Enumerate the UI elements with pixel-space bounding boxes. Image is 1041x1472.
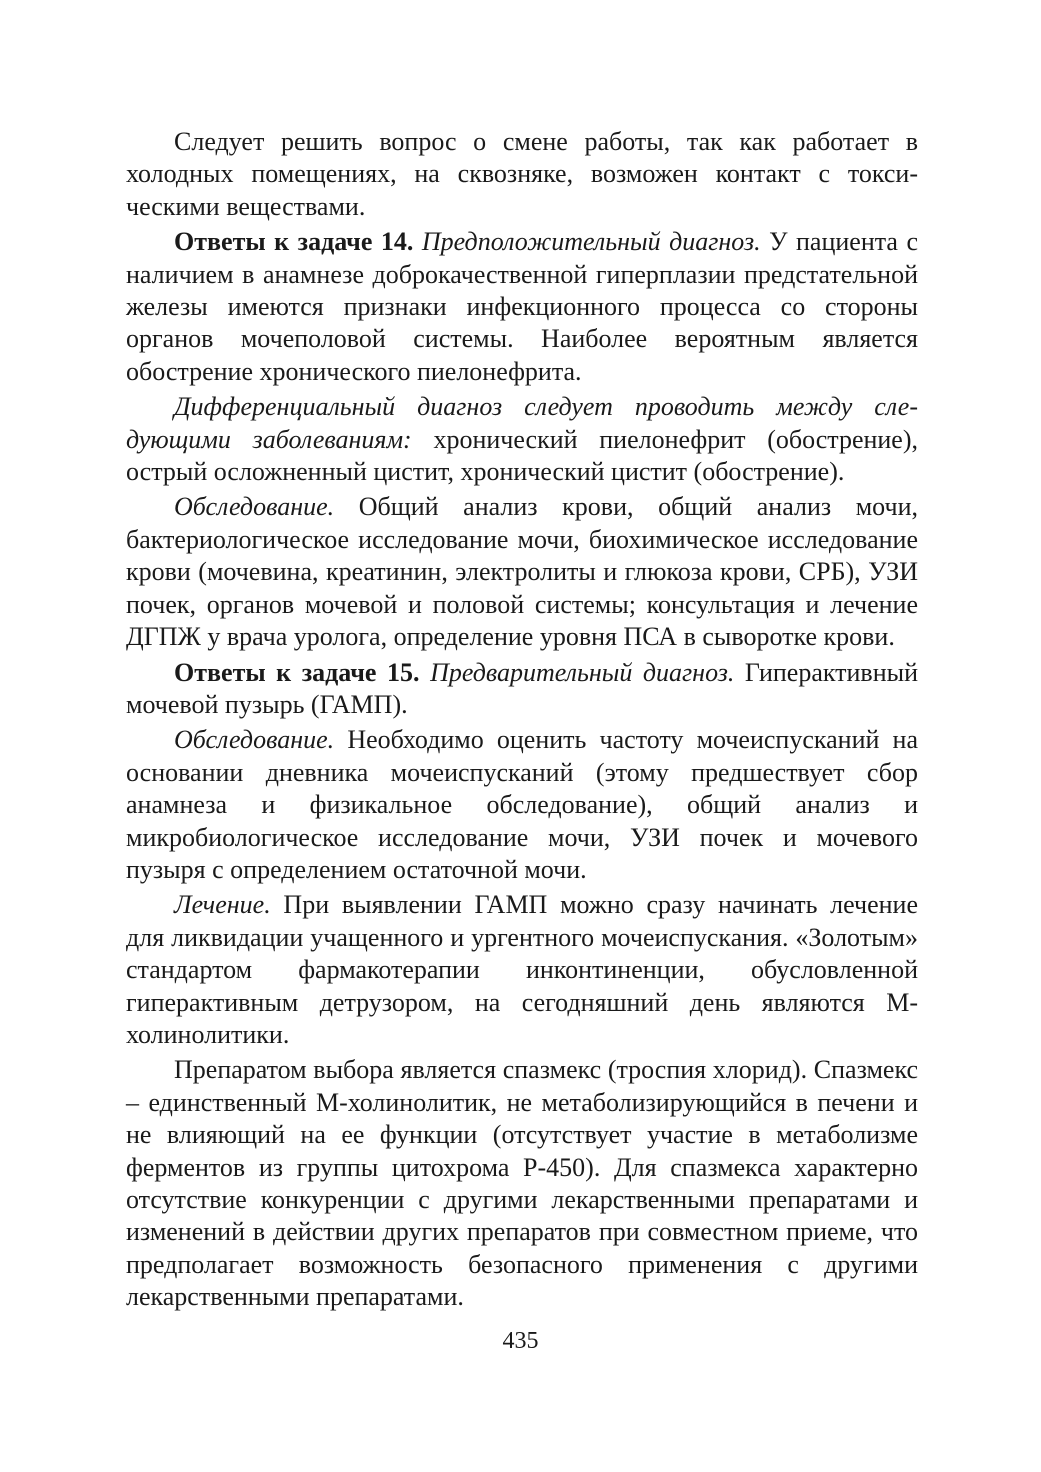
task-14-heading: Ответы к задаче 14.	[174, 227, 414, 257]
task-15-heading: Ответы к задаче 15.	[174, 657, 420, 687]
paragraph-differential-diagnosis	[126, 391, 918, 488]
paragraph-text: При выявлении ГАМП можно сразу начинать лечение для ликвидации учащенного и ургентного мочеиспускания. «Золотым» стандартом фармакотерапии инконтиненции, обусловленной гиперактивным детрузором, на сегодняшний день являются М-холинолитики.	[126, 890, 919, 1049]
paragraph-text: Необходимо оценить частоту мочеиспусканий на основании дневника мочеиспусканий (этому предшествует сбор анамнеза и физикальное обследование), общий анализ и микробиологическое исследование мочи, УЗИ почек и мочевого пузыря с определением остаточной мочи.	[126, 725, 919, 884]
paragraph-treatment	[126, 889, 918, 1051]
paragraph-text: У пациента с наличием в анамнезе доброкачественной гиперплазии предстательной железы имеются признаки инфекционного процесса со стороны органов мочеполовой системы. Наиболее вероятным является обострение хронического пиелонефрита.	[126, 227, 918, 386]
task-14-diagnosis-label: Предположительный диагноз.	[421, 227, 761, 257]
paragraph-text: Общий анализ крови, общий анализ мочи, бактериологическое исследование мочи, биохимическое исследование крови (мочевина, креатинин, электролиты и глюкоза крови, СРБ), УЗИ почек, органов мочевой и половой системы; консультация и лечение ДГПЖ у врача уролога, определение уровня ПСА в сыворотке крови.	[126, 492, 918, 652]
paragraph-drug-choice	[126, 1054, 918, 1313]
paragraph-work-change	[126, 126, 918, 223]
paragraph-examination-15	[126, 724, 918, 886]
examination-label: Обследование.	[174, 725, 335, 755]
paragraph-text: хронический пиелонефрит (обострение), острый осложненный цистит, хронический цистит (обострение).	[126, 424, 919, 487]
paragraph-text: Гиперактивный мочевой пузырь (ГАМП).	[126, 657, 919, 719]
paragraph-task-14-answer	[126, 226, 918, 388]
paragraph-text: Препаратом выбора является спазмекс (троспия хлорид). Спазмекс – единственный М-холинолитик, не метаболизирующийся в печени и не влияющий на ее функции (отсутствует участие в метаболизме ферментов из группы цитохрома Р-450). Для спазмекса характерно отсутствие конкуренции с другими лекарственными препаратами и изменений в действии других препаратов при совместном приеме, что предполагает возможность безопасного применения с другими лекарственными препаратами.	[126, 1055, 918, 1312]
paragraph-task-15-answer	[126, 657, 918, 722]
examination-label: Обследование.	[174, 492, 335, 522]
page-number: 435	[502, 1328, 539, 1354]
treatment-label: Лечение.	[174, 890, 271, 920]
paragraph-text: Следует решить вопрос о смене работы, так как работает в холодных помещениях, на сквозняке, возможен контакт с токсическими веществами.	[126, 127, 918, 221]
differential-diagnosis-label: Дифференциальный диагноз следует проводить между следующими заболеваниям:	[126, 392, 918, 454]
page-body	[126, 126, 918, 1314]
paragraph-examination-14	[126, 491, 918, 653]
task-15-diagnosis-label: Предварительный диагноз.	[430, 657, 735, 687]
